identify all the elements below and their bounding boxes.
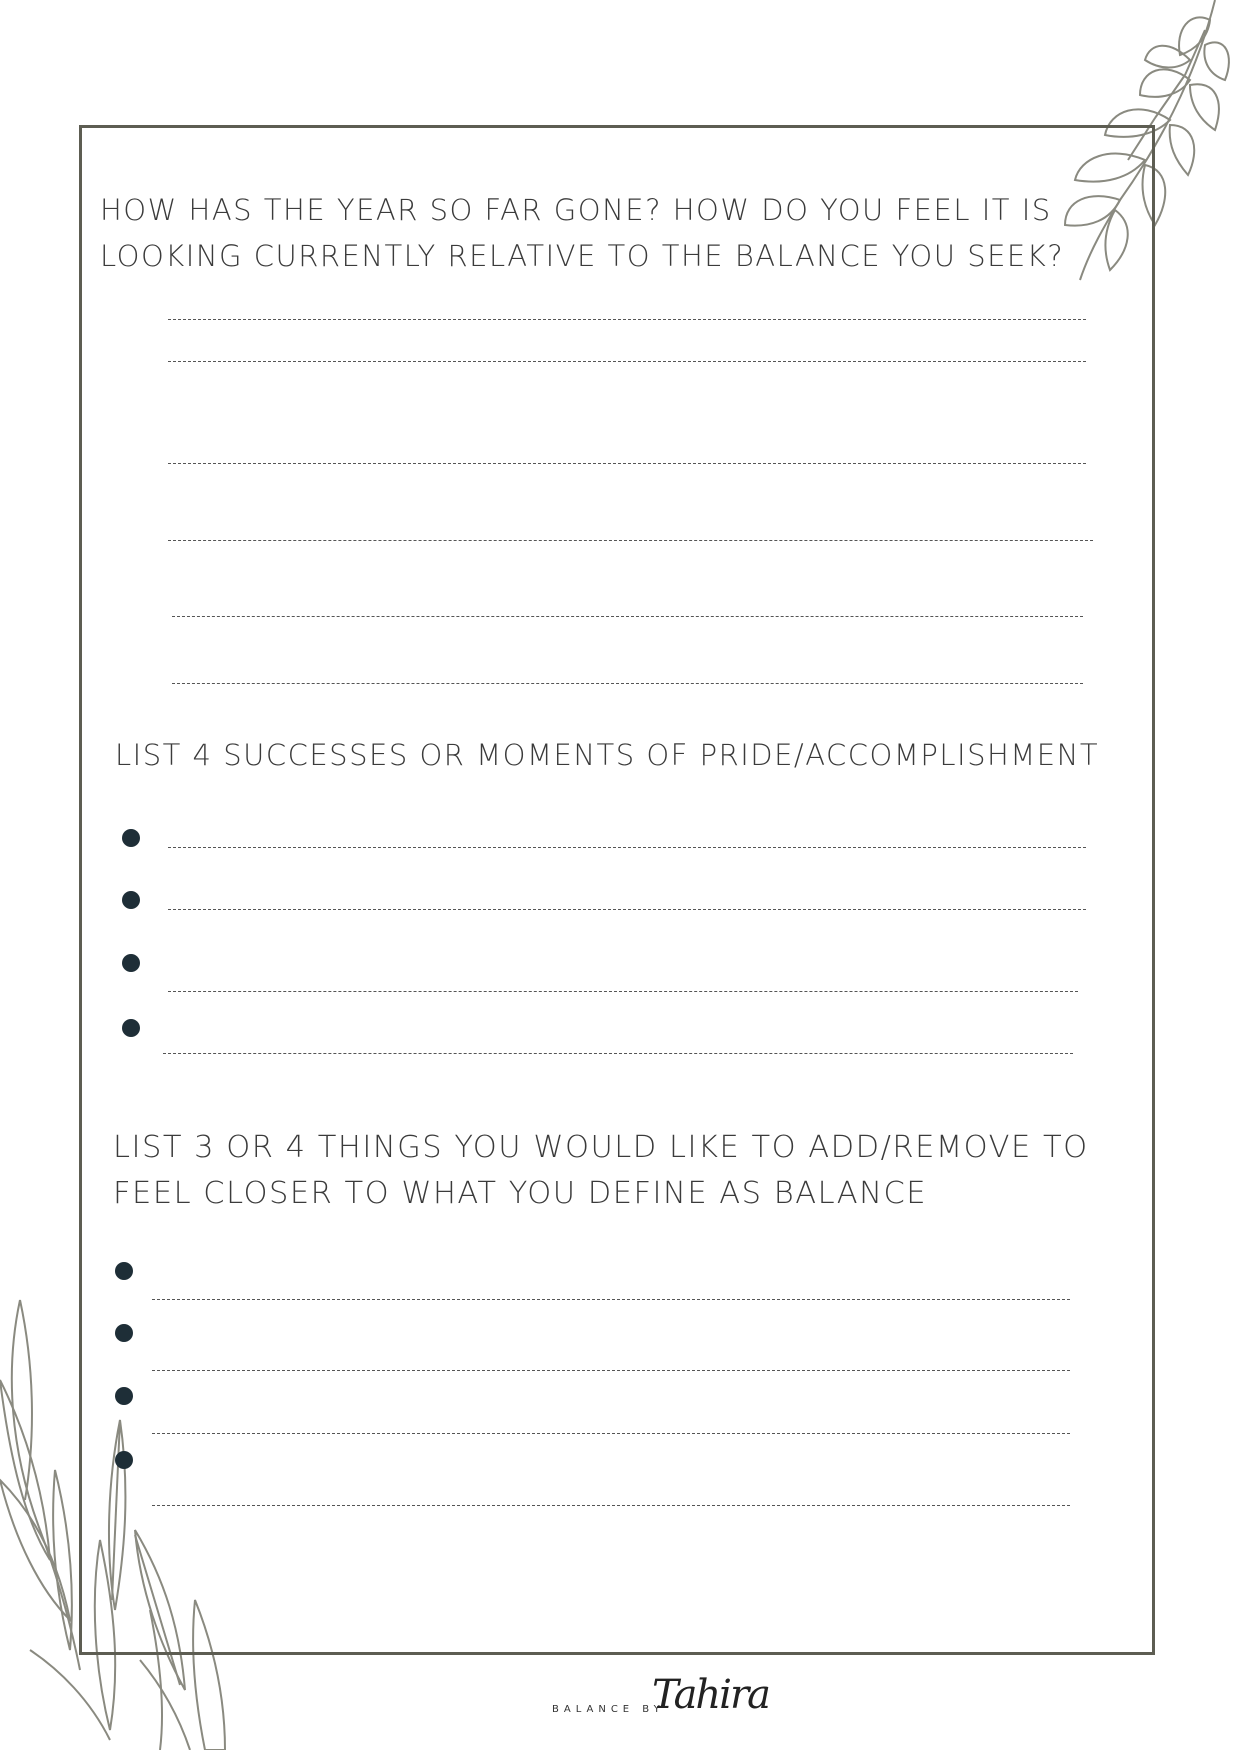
answer-line[interactable] xyxy=(168,991,1078,992)
bullet-point xyxy=(122,829,140,847)
bullet-point xyxy=(122,891,140,909)
answer-line[interactable] xyxy=(152,1433,1070,1434)
answer-line[interactable] xyxy=(168,540,1093,541)
question-balance-changes xyxy=(113,1125,1089,1217)
answer-line[interactable] xyxy=(172,616,1083,617)
bullet-point xyxy=(115,1387,133,1405)
question-year-reflection xyxy=(100,187,1064,279)
answer-line[interactable] xyxy=(168,909,1086,910)
question-successes: LIST 4 SUCCESSES OR MOMENTS OF PRIDE/ACCOMPLISHMENT xyxy=(115,738,1100,772)
answer-line[interactable] xyxy=(168,847,1086,848)
brand-signature: Tahira xyxy=(652,1672,769,1718)
answer-line[interactable] xyxy=(152,1299,1070,1300)
answer-line[interactable] xyxy=(152,1505,1070,1506)
question-line: FEEL CLOSER TO WHAT YOU DEFINE AS BALANCE xyxy=(113,1176,928,1211)
answer-line[interactable] xyxy=(168,361,1086,362)
bullet-point xyxy=(115,1324,133,1342)
answer-line[interactable] xyxy=(168,463,1086,464)
bullet-point xyxy=(122,954,140,972)
question-line: LOOKING CURRENTLY RELATIVE TO THE BALANCE YOU SEEK? xyxy=(100,239,1065,273)
question-line: LIST 3 OR 4 THINGS YOU WOULD LIKE TO ADD/REMOVE TO xyxy=(113,1130,1089,1165)
bullet-point xyxy=(122,1019,140,1037)
brand-footer xyxy=(552,1672,769,1732)
brand-label: BALANCE BY xyxy=(552,1704,665,1715)
answer-line[interactable] xyxy=(163,1053,1073,1054)
answer-line[interactable] xyxy=(172,683,1083,684)
answer-line[interactable] xyxy=(168,319,1086,320)
bullet-point xyxy=(115,1262,133,1280)
answer-line[interactable] xyxy=(152,1370,1070,1371)
question-line: HOW HAS THE YEAR SO FAR GONE? HOW DO YOU FEEL IT IS xyxy=(100,193,1052,227)
page-frame xyxy=(79,125,1155,1655)
bullet-point xyxy=(115,1451,133,1469)
